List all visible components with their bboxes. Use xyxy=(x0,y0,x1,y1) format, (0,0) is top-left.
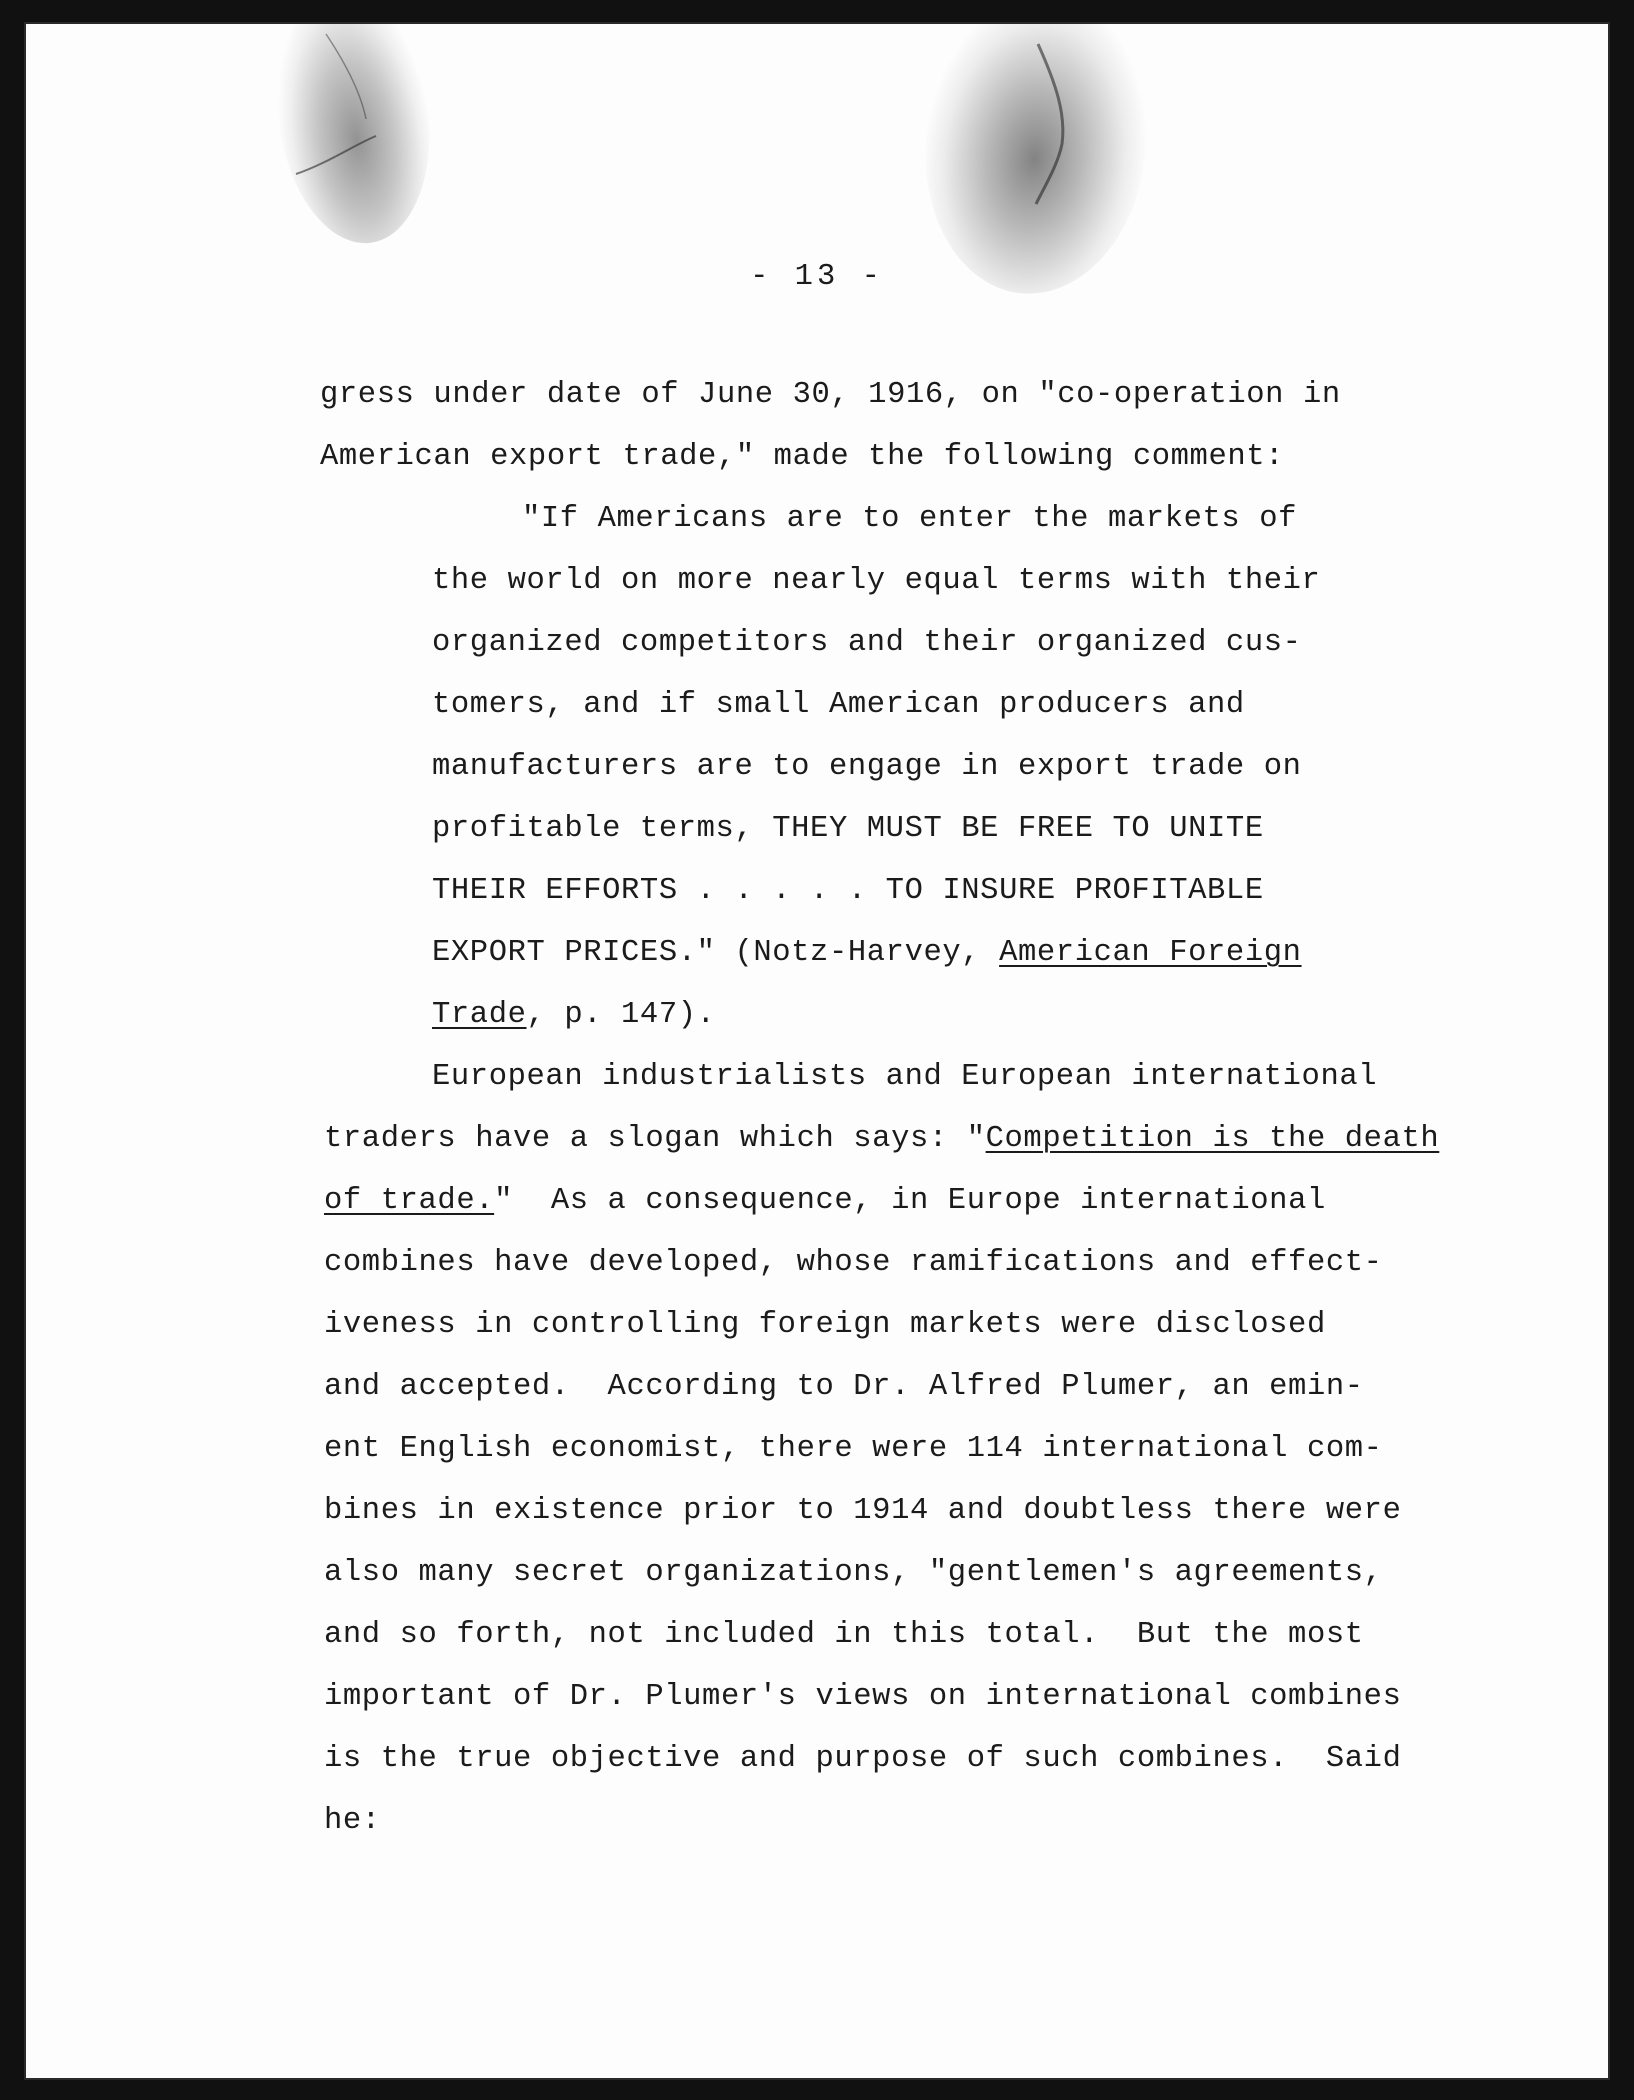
citation-title-part-2: Trade xyxy=(432,998,527,1032)
quote-line-5: manufacturers are to engage in export trade on xyxy=(432,750,1302,784)
quote-line-6: profitable terms, THEY MUST BE FREE TO UNITE xyxy=(432,812,1264,846)
page-number: - 13 - xyxy=(750,260,884,294)
body-line-3-text: " As a consequence, in Europe international xyxy=(494,1184,1326,1218)
body-line-3 xyxy=(324,1186,1326,1217)
quote-line-9 xyxy=(432,1000,716,1031)
quote-line-3: organized competitors and their organized cus- xyxy=(432,626,1302,660)
slogan-part-1: Competition is the death xyxy=(985,1122,1440,1156)
intro-line-1: gress under date of June 30, 1916, on "co-operation in xyxy=(320,378,1341,412)
body-line-10: and so forth, not included in this total. But the most xyxy=(324,1618,1364,1652)
intro-line-2: American export trade," made the following comment: xyxy=(320,440,1285,474)
body-line-2 xyxy=(324,1124,1439,1155)
quote-line-7: THEIR EFFORTS . . . . . TO INSURE PROFITABLE xyxy=(432,874,1264,908)
quote-line-4: tomers, and if small American producers and xyxy=(432,688,1245,722)
ink-smudge-left xyxy=(261,24,446,253)
quote-line-9-text: , p. 147). xyxy=(526,998,716,1032)
body-line-5: iveness in controlling foreign markets were disclosed xyxy=(324,1308,1326,1342)
body-line-9: also many secret organizations, "gentlemen's agreements, xyxy=(324,1556,1383,1590)
citation-title-part-1: American Foreign xyxy=(999,936,1302,970)
body-line-7: ent English economist, there were 114 international com- xyxy=(324,1432,1383,1466)
quote-line-8 xyxy=(432,938,1302,969)
body-line-8: bines in existence prior to 1914 and doubtless there were xyxy=(324,1494,1402,1528)
body-line-12: is the true objective and purpose of such combines. Said xyxy=(324,1742,1402,1776)
slogan-part-2: of trade. xyxy=(324,1184,495,1218)
quote-line-8-text: EXPORT PRICES." (Notz-Harvey, xyxy=(432,936,1000,970)
body-line-2-text: traders have a slogan which says: " xyxy=(324,1122,986,1156)
paper-crease-marks xyxy=(26,24,1608,284)
body-line-13: he: xyxy=(324,1804,381,1838)
quote-line-2: the world on more nearly equal terms with their xyxy=(432,564,1321,598)
quote-line-1: "If Americans are to enter the markets of xyxy=(522,502,1298,536)
paper-sheet xyxy=(26,24,1608,2078)
body-line-11: important of Dr. Plumer's views on international combines xyxy=(324,1680,1402,1714)
body-line-6: and accepted. According to Dr. Alfred Plumer, an emin- xyxy=(324,1370,1364,1404)
body-line-4: combines have developed, whose ramifications and effect- xyxy=(324,1246,1383,1280)
body-line-1: European industrialists and European international xyxy=(432,1060,1378,1094)
